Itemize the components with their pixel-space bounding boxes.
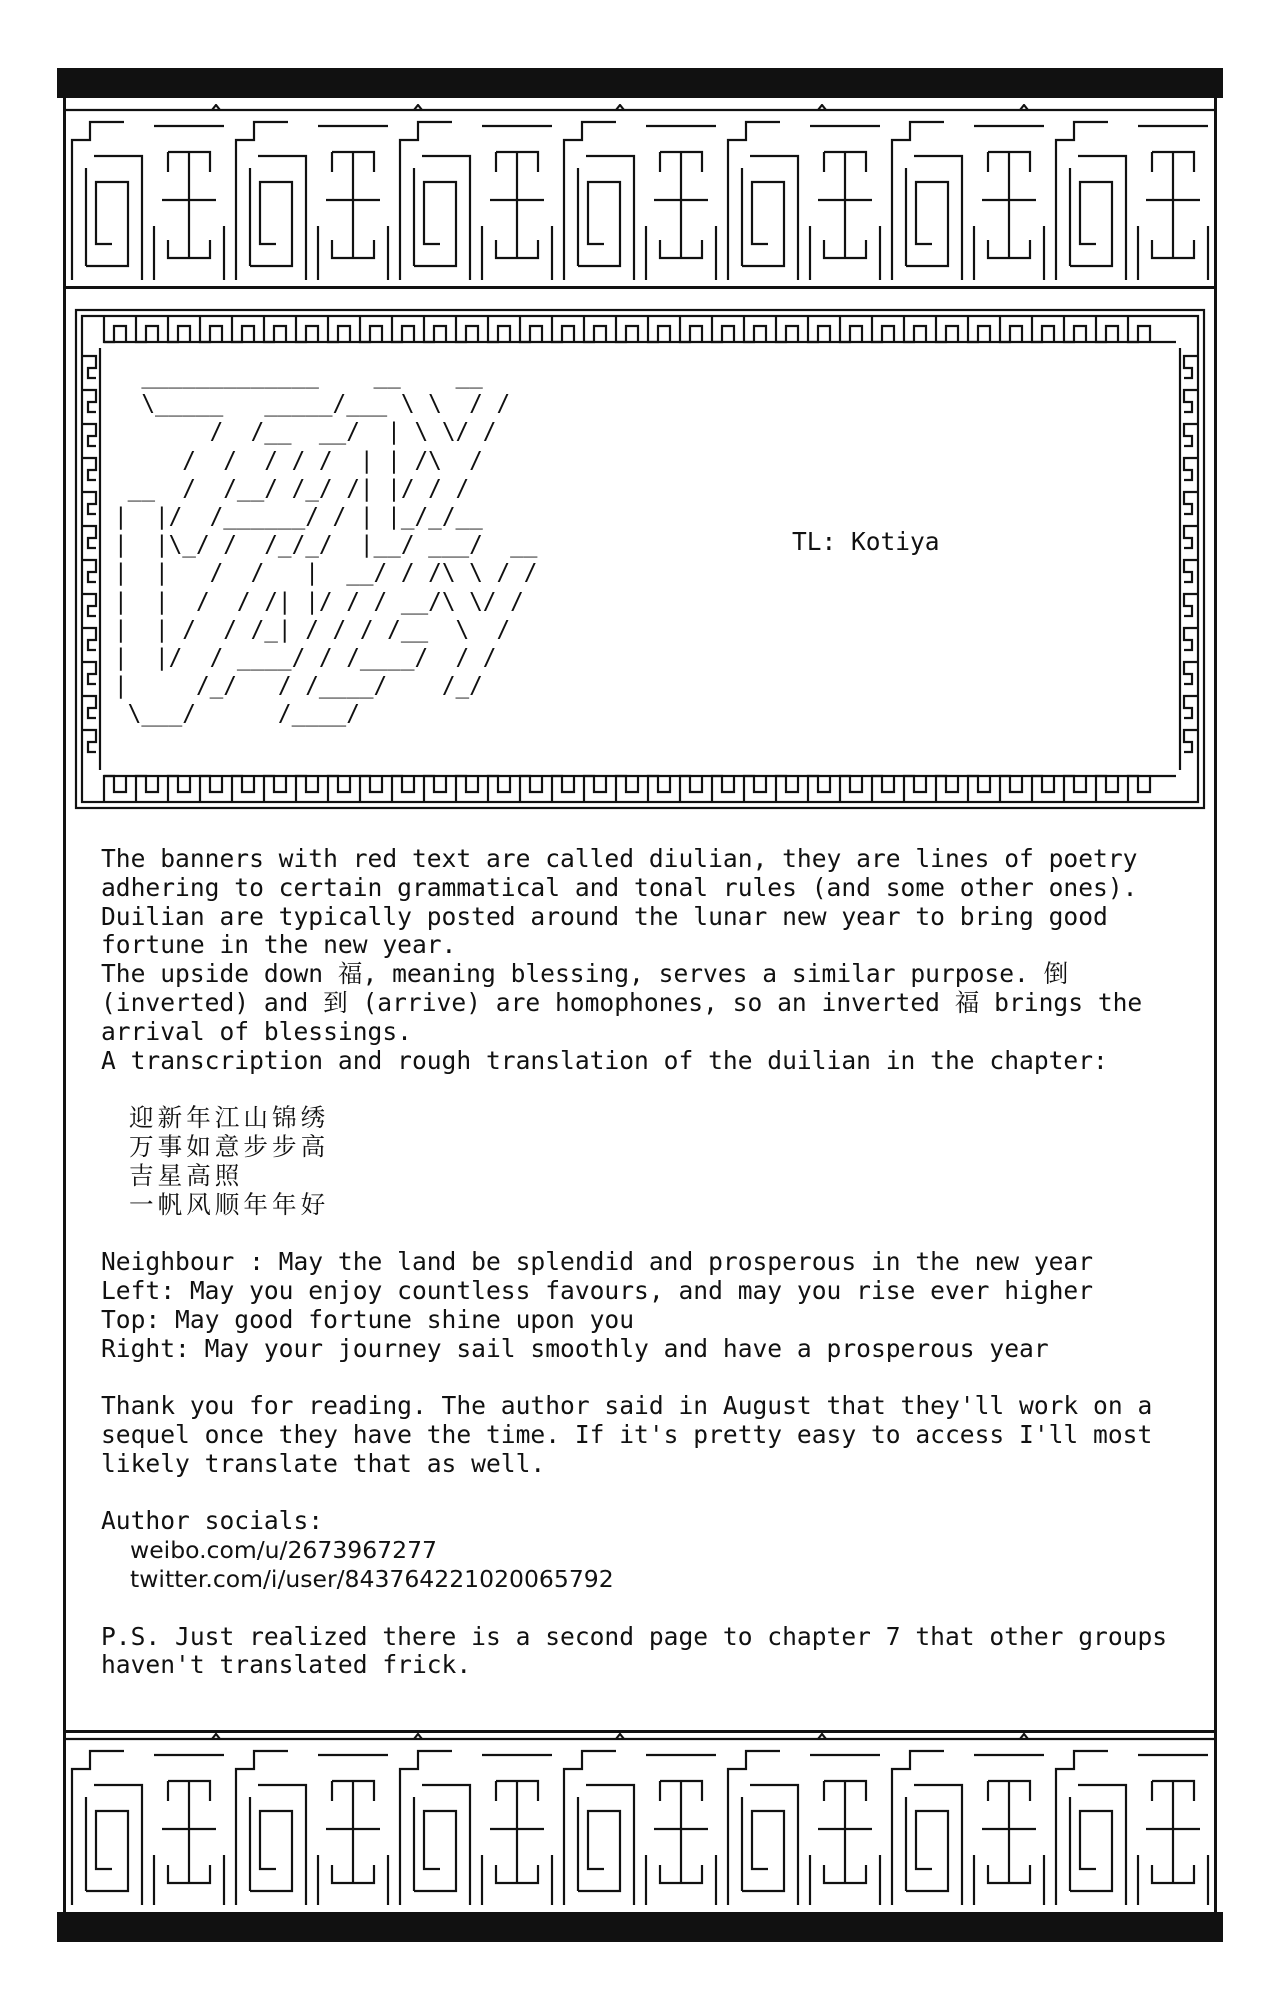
thanks-line: Thank you for reading. The author said in August that they'll work on a xyxy=(101,1391,1153,1421)
translator-notes xyxy=(101,845,1201,1680)
translation-line: Neighbour : May the land be splendid and prosperous in the new year xyxy=(101,1247,1094,1277)
intro-line: arrival of blessings. xyxy=(101,1016,412,1046)
intro-line: (inverted) and 到 (arrive) are homophones, so an inverted 福 brings the xyxy=(101,987,1143,1017)
translation-line: Left: May you enjoy countless favours, and may you rise ever higher xyxy=(101,1275,1094,1305)
fretwork-pattern xyxy=(66,104,1214,286)
bottom-fretwork-band xyxy=(66,1733,1214,1911)
socials-heading: Author socials: xyxy=(101,1506,324,1536)
top-fretwork-band xyxy=(66,104,1214,286)
fretwork-pattern xyxy=(66,1733,1214,1911)
ps-line: haven't translated frick. xyxy=(101,1650,472,1680)
duilian-line: 吉星高照 xyxy=(129,1160,244,1190)
intro-line: A transcription and rough translation of the duilian in the chapter: xyxy=(101,1045,1108,1075)
ps-line: P.S. Just realized there is a second page to chapter 7 that other groups xyxy=(101,1621,1168,1651)
translator-credit: TL: Kotiya xyxy=(792,527,940,556)
fretwork-lines xyxy=(66,1734,1214,1905)
social-link-weibo[interactable]: weibo.com/u/2673967277 xyxy=(130,1536,437,1565)
duilian-line: 迎新年江山锦绣 xyxy=(129,1103,330,1133)
duilian-line: 一帆风顺年年好 xyxy=(129,1189,330,1219)
bottom-scroll-rod xyxy=(57,1912,1223,1942)
duilian-line: 万事如意步步高 xyxy=(129,1131,330,1161)
thanks-line: likely translate that as well. xyxy=(101,1448,546,1478)
ascii-art-title: _____________ __ __ \_____ _____/___ \ \ / / / /__ __/ | \ \/ / / / / / / | | /\ / __ / /__/ /_/ /| |/ / / | |/ /______/ / | |_/_/__ | |\_/ / /_/_/ |__/ ___/ __ | | / / | __/ / /\ \ / / | | / / /| |/ / / __/\ \/ / | | / / /_| / / / /__ \ / | |/ / ____/ / /____/ / / | /_/ / /____/ /_/ \___/ /____/ xyxy=(114,363,538,728)
top-scroll-rod xyxy=(57,68,1223,98)
fretwork-lines xyxy=(66,105,1214,280)
intro-line: adhering to certain grammatical and tonal rules (and some other ones). xyxy=(101,872,1138,902)
social-link-twitter[interactable]: twitter.com/i/user/843764221020065792 xyxy=(130,1564,614,1593)
right-scroll-edge xyxy=(1214,98,1217,1912)
intro-line: The banners with red text are called diulian, they are lines of poetry xyxy=(101,844,1138,873)
top-band-divider xyxy=(63,286,1217,289)
translation-line: Top: May good fortune shine upon you xyxy=(101,1304,635,1334)
left-scroll-edge xyxy=(63,98,66,1912)
intro-line: Duilian are typically posted around the lunar new year to bring good xyxy=(101,901,1108,931)
intro-line: fortune in the new year. xyxy=(101,930,457,960)
translation-line: Right: May your journey sail smoothly and have a prosperous year xyxy=(101,1333,1049,1363)
thanks-line: sequel once they have the time. If it's pretty easy to access I'll most xyxy=(101,1419,1153,1449)
intro-line: The upside down 福, meaning blessing, serves a similar purpose. 倒 xyxy=(101,959,1069,989)
